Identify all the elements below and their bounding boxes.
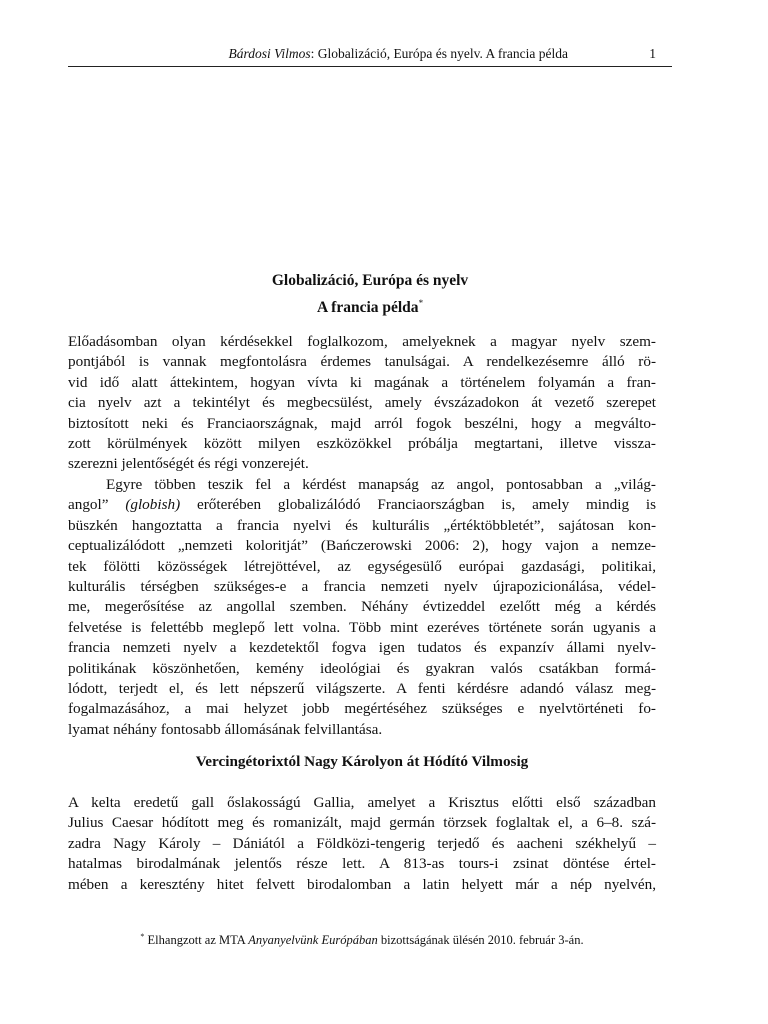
- text-line: ceptualizálódott „nemzeti koloritját” (Bańczerowski 2006: 2), hogy vajon a nemze-: [68, 537, 656, 555]
- text-line: hatalmas birodalmának jelentős része lett. A 813-as tours-i zsinat döntése értel-: [68, 855, 656, 873]
- footnote: [68, 932, 656, 948]
- text-segment: erőterében globalizálódó Franciaországban is, amely mindig is: [180, 496, 656, 514]
- text-line: cia nyelv azt a tekintélyt és megbecsülést, amely évszázadokon át vezető szerepet: [68, 394, 656, 412]
- text-line: [68, 495, 656, 515]
- text-segment: angol”: [68, 496, 126, 514]
- text-line: me, megerősítése az angollal szemben. Néhány évtizeddel ezelőtt még a kérdés: [68, 598, 656, 616]
- paragraph-3: [68, 793, 656, 895]
- section-title: Vercingétorixtól Nagy Károlyon át Hódító Vilmosig: [195, 753, 529, 770]
- footnote-text: Elhangzott az MTA: [144, 933, 249, 948]
- footnote-text-end: bizottságának ülésén 2010. február 3-án.: [377, 933, 584, 948]
- title-footnote-mark: *: [418, 298, 424, 308]
- text-line: lódott, terjedt el, és lett népszerű világszerte. A fenti kérdésre adandó válasz meg-: [68, 680, 656, 698]
- title-line-2-text: A francia példa: [316, 299, 419, 317]
- text-line: zadra Nagy Károly – Dániától a Földközi-tengerig terjedő és aacheni székhelyű –: [68, 834, 656, 852]
- running-header-text: [228, 46, 568, 62]
- title-line-2: [68, 292, 672, 319]
- text-line: francia nemzeti nyelv a kezdetektől fogva igen tudatos és expanzív állami nyelv-: [68, 639, 656, 657]
- text-line: felvetése is felettébb meglepő lett volna. Több mint ezeréves története során ugyanis a: [68, 618, 656, 636]
- text-line: pontjából is vannak megfontolásra érdemes tanulságai. A rendelkezésemre álló rö-: [68, 353, 656, 371]
- text-line: mében a keresztény hitet felvett birodalomban a latin helyett már a nép nyelvén,: [68, 875, 656, 893]
- text-line: tek fölötti közösségek létrejöttével, az egységesülő európai gazdasági, politikai,: [68, 557, 656, 575]
- text-line: büszkén hangoztatta a francia nyelvi és kulturális „értéktöbbletét”, sajátosan kon-: [68, 516, 656, 534]
- paragraph-2: [68, 475, 656, 740]
- header-title: : Globalizáció, Európa és nyelv. A francia példa: [310, 46, 568, 61]
- italic-term: (globish): [125, 496, 181, 514]
- text-line: kulturális térségben szükséges-e a francia nemzeti nyelv újrapozicionálása, védel-: [68, 578, 656, 596]
- header-author: Bárdosi Vilmos: [228, 46, 311, 61]
- text-line: Előadásomban olyan kérdésekkel foglalkozom, amelyeknek a magyar nyelv szem-: [68, 333, 656, 350]
- text-line: lyamat néhány fontosabb állomásának felvillantása.: [68, 720, 383, 738]
- text-line: biztosított neki és Franciaországnak, majd arról fogok beszélni, hogy a megválto-: [68, 414, 656, 432]
- title-line-1: Globalizáció, Európa és nyelv: [271, 272, 469, 289]
- running-header: [68, 44, 672, 67]
- footnote-italic: Anyanyelvünk Európában: [248, 933, 378, 948]
- text-line: zott körülmények között milyen eszközökkel próbálja megtartani, illetve vissza-: [68, 435, 656, 453]
- text-line: politikának köszönhetően, kemény ideológiai és gyakran valós csatákban formá-: [68, 659, 656, 677]
- page-number: 1: [649, 46, 656, 61]
- text-line: Egyre többen teszik fel a kérdést manapság az angol, pontosabban a „világ-: [106, 476, 656, 493]
- text-line: Julius Caesar hódított meg és romanizált, majd germán törzsek foglaltak el, a 6–8. szá-: [68, 814, 656, 832]
- text-line: A kelta eredetű gall őslakosságú Gallia, amelyet a Krisztus előtti első században: [68, 794, 656, 811]
- text-line: vid idő alatt áttekintem, hogyan vívta ki magának a történelem folyamán a fran-: [68, 373, 656, 391]
- text-line: szerezni jelentőségét és régi vonzerejét.: [68, 455, 309, 473]
- footnote-mark: *: [140, 932, 145, 941]
- paragraph-1: [68, 332, 656, 475]
- article-title: [68, 270, 672, 319]
- text-line: fogalmazásához, a mai helyzet jobb megértéséhez szükséges e nyelvtörténeti fo-: [68, 700, 656, 718]
